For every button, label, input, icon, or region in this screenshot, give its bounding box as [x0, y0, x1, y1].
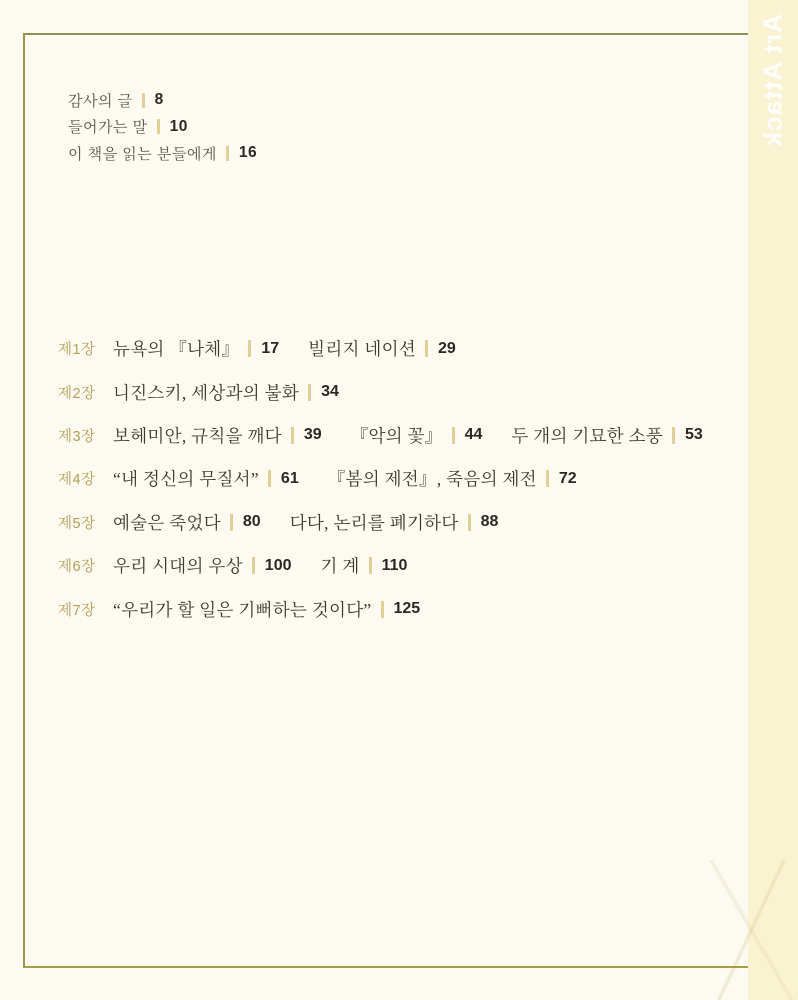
front-matter-item	[68, 87, 257, 114]
toc-entry	[113, 466, 299, 491]
toc-entry	[113, 553, 292, 578]
chapter-row	[58, 501, 703, 544]
separator-bar	[369, 557, 372, 574]
toc-entry	[321, 553, 408, 578]
toc-entry-title: “우리가 할 일은 기뻐하는 것이다”	[113, 599, 372, 620]
separator-bar	[252, 557, 255, 574]
chapter-row	[58, 587, 703, 630]
separator-bar	[308, 384, 311, 401]
toc-entry-title: 뉴욕의 『나체』	[113, 339, 240, 360]
spine-showthrough-text: Art Attack	[757, 14, 788, 148]
toc-entry-title: 『악의 꽃』	[350, 425, 443, 446]
chapter-list	[58, 327, 703, 631]
separator-bar	[425, 340, 428, 357]
separator-bar	[268, 470, 271, 487]
toc-entry	[113, 380, 339, 405]
separator-bar	[142, 93, 145, 108]
chapter-row	[58, 414, 703, 457]
separator-bar	[381, 601, 384, 618]
front-matter-page-number: 10	[169, 117, 188, 135]
toc-entry-page-number: 88	[480, 513, 499, 531]
front-matter-title: 감사의 글	[68, 92, 133, 110]
toc-entry-page-number: 61	[280, 469, 299, 487]
chapter-label: 제6장	[58, 559, 96, 576]
front-matter-list	[68, 87, 257, 167]
toc-entry-page-number: 80	[242, 513, 261, 531]
separator-bar	[468, 514, 471, 531]
toc-entry-title: 예술은 죽었다	[113, 512, 221, 533]
front-matter-page-number: 8	[154, 91, 164, 109]
toc-entry-page-number: 53	[685, 426, 703, 444]
toc-entry-title: 두 개의 기묘한 소풍	[511, 425, 664, 446]
toc-entry-title: 『봄의 제전』, 죽음의 제전	[327, 469, 537, 490]
front-matter-title: 들어가는 말	[68, 119, 148, 137]
chapter-row	[58, 327, 703, 370]
toc-entry-title: 니진스키, 세상과의 불화	[113, 382, 300, 403]
toc-entry	[113, 336, 279, 361]
front-matter-item	[68, 140, 257, 167]
toc-entry-page-number: 17	[261, 339, 280, 357]
chapter-label: 제3장	[58, 428, 96, 445]
toc-entry	[308, 336, 456, 361]
separator-bar	[230, 514, 233, 531]
toc-entry	[113, 423, 322, 448]
toc-entry-page-number: 125	[393, 600, 421, 618]
chapter-row	[58, 457, 703, 500]
page-edge-strip	[748, 0, 798, 1000]
toc-entry-page-number: 39	[303, 426, 322, 444]
toc-entry-title: 우리 시대의 우상	[113, 556, 243, 577]
separator-bar	[452, 427, 455, 444]
chapter-row	[58, 544, 703, 587]
toc-entry-page-number: 110	[381, 556, 408, 574]
toc-entry-title: 빌리지 네이션	[308, 339, 417, 360]
toc-entry-page-number: 44	[464, 426, 483, 444]
toc-entry-title: 기 계	[320, 556, 360, 577]
toc-entry	[113, 510, 261, 535]
front-matter-page-number: 16	[238, 144, 258, 162]
separator-bar	[248, 340, 251, 357]
toc-entry-title: “내 정신의 무질서”	[113, 469, 259, 490]
chapter-label: 제2장	[58, 385, 96, 402]
chapter-label: 제4장	[58, 472, 96, 489]
toc-entry-page-number: 34	[321, 383, 339, 401]
chapter-row	[58, 370, 703, 413]
separator-bar	[672, 427, 675, 444]
toc-entry-title: 다다, 논리를 폐기하다	[289, 512, 459, 533]
separator-bar	[546, 470, 549, 487]
toc-entry	[290, 510, 499, 535]
toc-entry	[328, 466, 577, 491]
toc-entry	[113, 597, 420, 622]
front-matter-item	[68, 114, 257, 141]
separator-bar	[291, 427, 294, 444]
separator-bar	[157, 119, 160, 134]
toc-entry-page-number: 100	[264, 556, 292, 574]
toc-entry-page-number: 29	[438, 339, 456, 357]
chapter-label: 제1장	[58, 342, 96, 359]
toc-entry	[351, 423, 483, 448]
chapter-label: 제7장	[58, 602, 96, 619]
chapter-label: 제5장	[58, 515, 96, 532]
separator-bar	[226, 146, 229, 161]
toc-entry	[511, 423, 702, 448]
toc-entry-page-number: 72	[558, 469, 577, 487]
toc-entry-title: 보헤미안, 규칙을 깨다	[113, 425, 282, 446]
front-matter-title: 이 책을 읽는 분들에게	[68, 145, 217, 163]
